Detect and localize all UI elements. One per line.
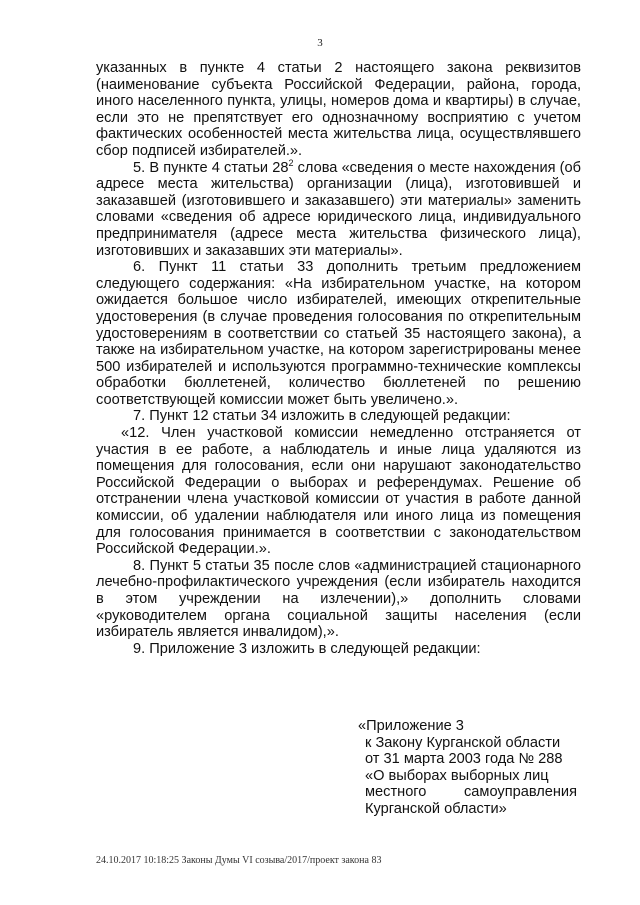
document-body xyxy=(96,60,581,657)
page-number: 3 xyxy=(317,37,323,49)
item-5-superscript: 2 xyxy=(288,157,294,168)
appendix-law-title-line3: Курганской области» xyxy=(365,800,507,817)
paragraph-item-6: 6. Пункт 11 статьи 33 дополнить третьим предложением следующего содержания: «На избирательном участке, на котором ожидается большое число избирателей, имеющих открепительные удостоверения (в случае проведения голосования по открепительным удостоверениям в соответствии со статьей 35 настоящего закона), а также на избирательном участке, на котором зарегистрированы менее 500 избирателей и используются программно-технические комплексы обработки бюллетеней, количество бюллетеней по решению соответствующей комиссии может быть увеличено.». xyxy=(96,259,581,408)
appendix-title: «Приложение 3 xyxy=(358,718,464,734)
appendix-law-date: от 31 марта 2003 года № 288 xyxy=(365,751,563,768)
paragraph-item-8: 8. Пункт 5 статьи 35 после слов «администрацией стационарного лечебно-профилактического учреждения (если избиратель находится в этом учреждении на излечении),» дополнить словами «руководителем органа социальной защиты населения (если избиратель является инвалидом),». xyxy=(96,557,581,641)
paragraph-continuation: указанных в пункте 4 статьи 2 настоящего закона реквизитов (наименование субъекта Российской Федерации, района, города, иного населенного пункта, улицы, номеров дома и квартиры) в случае, если это не препятствует его однозначному восприятию с учетом фактических особенностей места жительства лица, осуществлявшего сбор подписей избирателей.». xyxy=(96,60,581,159)
appendix-law-title-line1: «О выборах выборных лиц xyxy=(365,767,549,784)
paragraph-quoted-clause-12: «12. Член участковой комиссии немедленно отстраняется от участия в ее работе, а наблюдатель и иные лица удаляются из помещения для голосования, если они нарушают законодательство Российской Федерации о выборах и референдумах. Решение об отстранении члена участковой комиссии от участия в работе данной комиссии, об удалении наблюдателя или иного лица из помещения для голосования принимается в соответствии с законодательством Российской Федерации.». xyxy=(96,425,581,558)
appendix-law-title-line2: местного самоуправления xyxy=(365,784,577,801)
paragraph-item-7: 7. Пункт 12 статьи 34 изложить в следующей редакции: xyxy=(133,408,511,425)
paragraph-item-5 xyxy=(96,157,581,260)
document-footer: 24.10.2017 10:18:25 Законы Думы VI созыва/2017/проект закона 83 xyxy=(96,855,382,866)
item-5-text-end: слова «сведения о месте нахождения (об адресе места жительства) организации (лица), изготовившей и заказавшей (изготовившего и заказавшего) эти материалы» заменить словами «сведения об адресе юридического лица, индивидуального предпринимателя (адресе места жительства физического лица), изготовивших и заказавших эти материалы». xyxy=(96,159,581,259)
paragraph-item-9: 9. Приложение 3 изложить в следующей редакции: xyxy=(133,640,481,657)
appendix-header-block xyxy=(358,718,577,818)
item-5-text-start: 5. В пункте 4 статьи 28 xyxy=(133,159,289,176)
appendix-law-reference: к Закону Курганской области xyxy=(365,734,561,751)
